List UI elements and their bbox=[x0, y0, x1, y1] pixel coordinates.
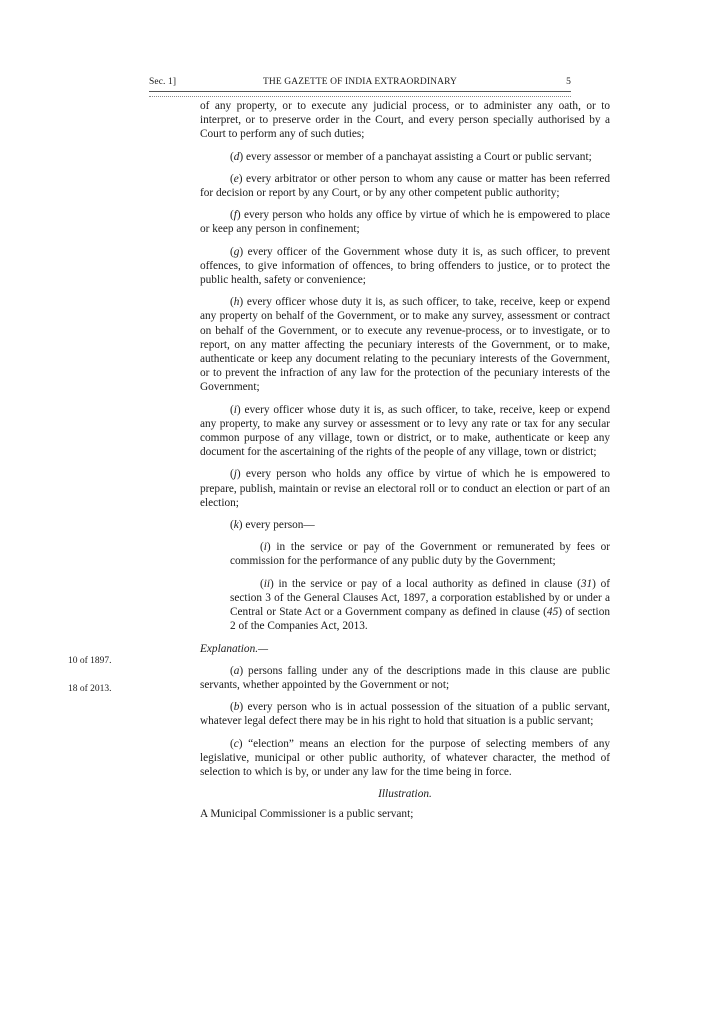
clause-label: h bbox=[233, 296, 240, 309]
clause-label: j bbox=[233, 468, 237, 481]
subclause-k-i: (i) in the service or pay of the Government or remunerated by fees or commission for the performance of any public duty by the Government; bbox=[230, 541, 610, 568]
clause-reference: 45 bbox=[546, 606, 559, 619]
explanation-c: (c) “election” means an election for the purpose of selecting members of any legislative, municipal or other public authority, of whatever character, the method of selection to which is by, or under any law for the time being in force. bbox=[200, 737, 610, 778]
subclause-text: in the service or pay of the Government or remunerated by fees or commission for the performance of any public duty by the Government; bbox=[230, 541, 610, 568]
clause-text: every officer of the Government whose duty it is, as such officer, to prevent offences, to give information of offences, to bring offenders to justice, or to protect the public health, safety or convenience; bbox=[200, 245, 610, 287]
clause-j: (j) every person who holds any office by virtue of which he is empowered to prepare, publish, maintain or revise an electoral roll or to conduct an election or part of an election; bbox=[200, 468, 610, 509]
clause-text: every arbitrator or other person to whom any cause or matter has been referred for decision or report by any Court, or by any other competent public authority; bbox=[200, 172, 610, 200]
clause-d: (d) every assessor or member of a panchayat assisting a Court or public servant; bbox=[230, 150, 592, 163]
explanation-b: (b) every person who is in actual possession of the situation of a public servant, whatever legal defect there may be in his right to hold that situation is a public servant; bbox=[200, 701, 610, 728]
explanation-heading: Explanation.— bbox=[200, 642, 269, 655]
subclause-label: ii bbox=[263, 577, 271, 590]
clause-label: f bbox=[233, 209, 237, 222]
document-body bbox=[200, 99, 610, 830]
illustration-heading: Illustration. bbox=[378, 788, 432, 801]
explanation-text: “election” means an election for the purpose of selecting members of any legislative, municipal or other public authority, of whatever character, the method of selection to which is by, or under any law for the time being in force. bbox=[200, 737, 610, 778]
clause-label: k bbox=[233, 519, 239, 532]
clause-text: every person who holds any office by virtue of which he is empowered to prepare, publish, maintain or revise an electoral roll or to conduct an election or part of an election; bbox=[200, 468, 610, 509]
paragraph-continued: of any property, or to execute any judicial process, or to administer any oath, or to interpret, or to preserve order in the Court, and every person specially authorised by a Court to perform any of such duties; bbox=[200, 100, 610, 141]
header-rule bbox=[149, 91, 571, 97]
clause-text: every person— bbox=[242, 519, 315, 532]
illustration-text: A Municipal Commissioner is a public servant; bbox=[200, 808, 414, 821]
clause-i: (i) every officer whose duty it is, as such officer, to take, receive, keep or expend any property, to make any survey or assessment or to levy any rate or tax for any secular common purpose of any village, town or district, or to make, authenticate or keep any document for the ascertaining of the rights of the people of any village, town or district; bbox=[200, 403, 610, 459]
clause-g: (g) every officer of the Government whose duty it is, as such officer, to prevent offences, to give information of offences, to bring offenders to justice, or to protect the public health, safety or convenience; bbox=[200, 245, 610, 287]
clause-text: every person who holds any office by virtue of which he is empowered to place or keep any person in confinement; bbox=[200, 209, 610, 236]
clause-k: (k) every person— bbox=[230, 519, 315, 532]
subclause-text: of section 3 of the General Clauses Act, 1897, a corporation established by or under a Central or State Act or a Government company as defined in clause bbox=[230, 577, 610, 619]
subclause-k-ii: (ii) in the service or pay of a local authority as defined in clause (31) of section 3 of the General Clauses Act, 1897, a corporation established by or under a Central or State Act or a Government company as defined in clause (45) of section 2 of the Companies Act, 2013. bbox=[230, 577, 610, 633]
clause-h: (h) every officer whose duty it is, as such officer, to take, receive, keep or expend any property on behalf of the Government, or to make any survey, assessment or contract on behalf of the Government, or to execute any revenue-process, or to investigate, or to report, on any matter affecting the pecuniary interests of the Government, or to make, authenticate or keep any document relating to the pecuniary interests of the Government, or to prevent the infraction of any law for the protection of the pecuniary interests of the Government; bbox=[200, 296, 610, 394]
explanation-label: b bbox=[233, 701, 240, 714]
margin-note-1897: 10 of 1897. bbox=[68, 656, 112, 666]
clause-label: g bbox=[233, 245, 240, 258]
clause-text: every officer whose duty it is, as such officer, to take, receive, keep or expend any property, to make any survey or assessment or to levy any rate or tax for any secular common purpose of any village, town or district, or to make, authenticate or keep any document for the ascertaining of the rights of the people of any village, town or district; bbox=[200, 403, 610, 459]
explanation-text: every person who is in actual possession of the situation of a public servant, whatever legal defect there may be in his right to hold that situation is a public servant; bbox=[200, 701, 610, 728]
explanation-a: (a) persons falling under any of the descriptions made in this clause are public servants, whether appointed by the Government or not; bbox=[200, 664, 610, 691]
clause-label: e bbox=[233, 172, 239, 185]
subclause-text: in the service or pay of a local authority as defined in clause bbox=[273, 577, 578, 590]
clause-text: every assessor or member of a panchayat assisting a Court or public servant; bbox=[243, 150, 592, 163]
margin-note-2013: 18 of 2013. bbox=[68, 684, 112, 694]
clause-text: every officer whose duty it is, as such officer, to take, receive, keep or expend any property on behalf of the Government, or to make any survey, assessment or contract on behalf of the Government, or to execute any revenue-process, or to investigate, or to report, on any matter affecting the pecuniary interests of the Government, or to make, authenticate or keep any document relating to the pecuniary interests of the Government, or to prevent the infraction of any law for the protection of the pecuniary interests of the Government; bbox=[200, 296, 610, 394]
explanation-text: persons falling under any of the descriptions made in this clause are public servants, whether appointed by the Government or not; bbox=[200, 664, 610, 691]
clause-label: d bbox=[233, 150, 240, 163]
page-number: 5 bbox=[566, 77, 571, 87]
clause-label: i bbox=[233, 403, 237, 416]
explanation-label: a bbox=[233, 664, 240, 677]
clause-f: (f) every person who holds any office by virtue of which he is empowered to place or keep any person in confinement; bbox=[200, 209, 610, 236]
clause-reference: 31 bbox=[580, 577, 593, 590]
subclause-text: of section 2 of the Companies Act, 2013. bbox=[230, 606, 610, 633]
section-marker: Sec. 1] bbox=[149, 77, 177, 87]
clause-e: (e) every arbitrator or other person to whom any cause or matter has been referred for decision or report by any Court, or by any other competent public authority; bbox=[200, 172, 610, 200]
gazette-title: THE GAZETTE OF INDIA EXTRAORDINARY bbox=[263, 77, 457, 87]
subclause-label: i bbox=[263, 541, 267, 554]
explanation-label: c bbox=[233, 737, 239, 750]
